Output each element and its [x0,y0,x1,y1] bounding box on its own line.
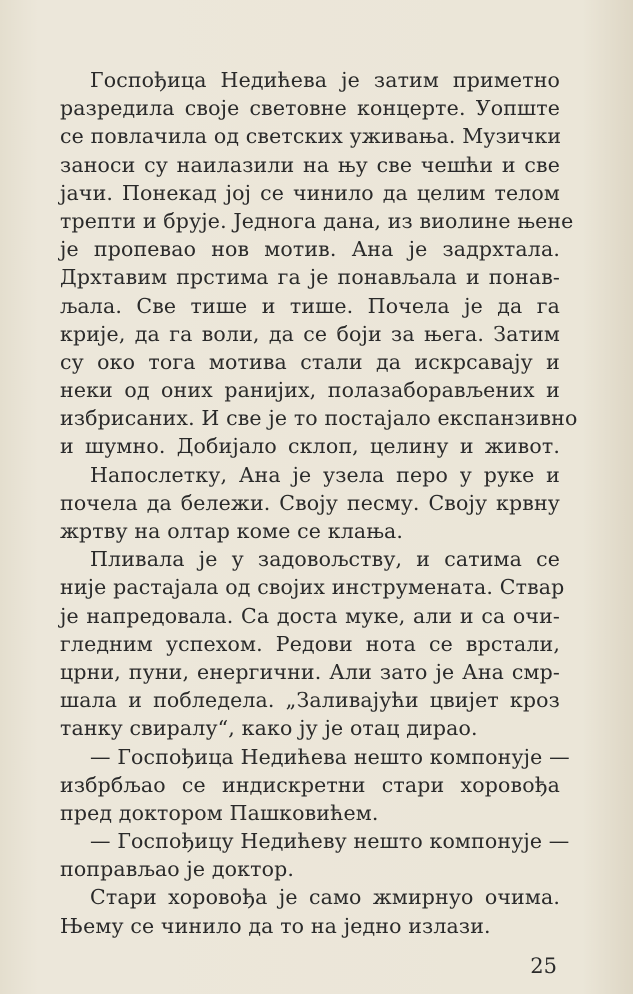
text-line: танку свиралу“, како ју је отац дирао. [60,716,478,741]
text-line: почела да бележи. Своју песму. Своју крвну [60,490,560,515]
text-line: није растајала од својих инструмената. Ствар [60,575,565,600]
text-line: Стари хоровођа је само жмирнуо очима. [90,885,560,910]
text-line: и шумно. Добијало склоп, целину и живот. [60,434,560,459]
text-line: Пливала је у задовољству, и сатима се [90,547,560,572]
page-number: 25 [530,954,557,978]
text-line: шала и побледела. „Заливајући цвијет кроз [60,688,560,713]
text-line: жртву на олтар коме се клања. [60,519,404,543]
text-line: црни, пуни, енергични. Али зато је Ана смр- [60,659,560,684]
text-line: избрбљао се индискретни стари хоровођа [60,772,560,797]
text-line: — Госпођицу Недићеву нешто компонује — [90,829,570,854]
text-line: јачи. Понекад јој се чинило да целим телом [60,180,560,205]
text-line: Њему се чинило да то на једно излази. [60,913,491,938]
text-line: — Госпођица Недићева нешто компонује — [90,744,570,769]
text-line: је напредовала. Са доста муке, али и са очи- [60,603,560,628]
text-line: крије, да га воли, да се боји за њега. Затим [60,321,560,346]
text-line: Напослетку, Ана је узела перо у руке и [90,462,560,487]
text-line: неки од оних ранијих, полазаборављених и [60,378,560,403]
text-line: је пропевао нов мотив. Ана је задрхтала. [60,237,560,262]
text-line: заноси су наилазили на њу све чешћи и све [60,152,560,177]
text-line: избрисаних. И све је то постајало експанзивно [60,406,578,431]
text-line: поправљао је доктор. [60,857,295,882]
text-line: Госпођица Недићева је затим приметно [90,68,560,92]
text-line: су око тога мотива стали да искрсавају и [60,349,560,374]
text-line: гледним успехом. Редови нота се врстали, [60,631,560,656]
text-line: љала. Све тише и тише. Почела је да га [60,293,560,318]
text-line: трепти и брује. Једнога дана, из виолине њене [60,208,574,233]
text-line: се повлачила од светских уживања. Музички [60,124,562,149]
text-line: пред доктором Пашковићем. [60,800,379,825]
body-text [60,66,578,940]
text-line: Дрхтавим прстима га је понављала и понав- [60,265,560,290]
text-line: разредила своје световне концерте. Уопште [60,96,560,121]
